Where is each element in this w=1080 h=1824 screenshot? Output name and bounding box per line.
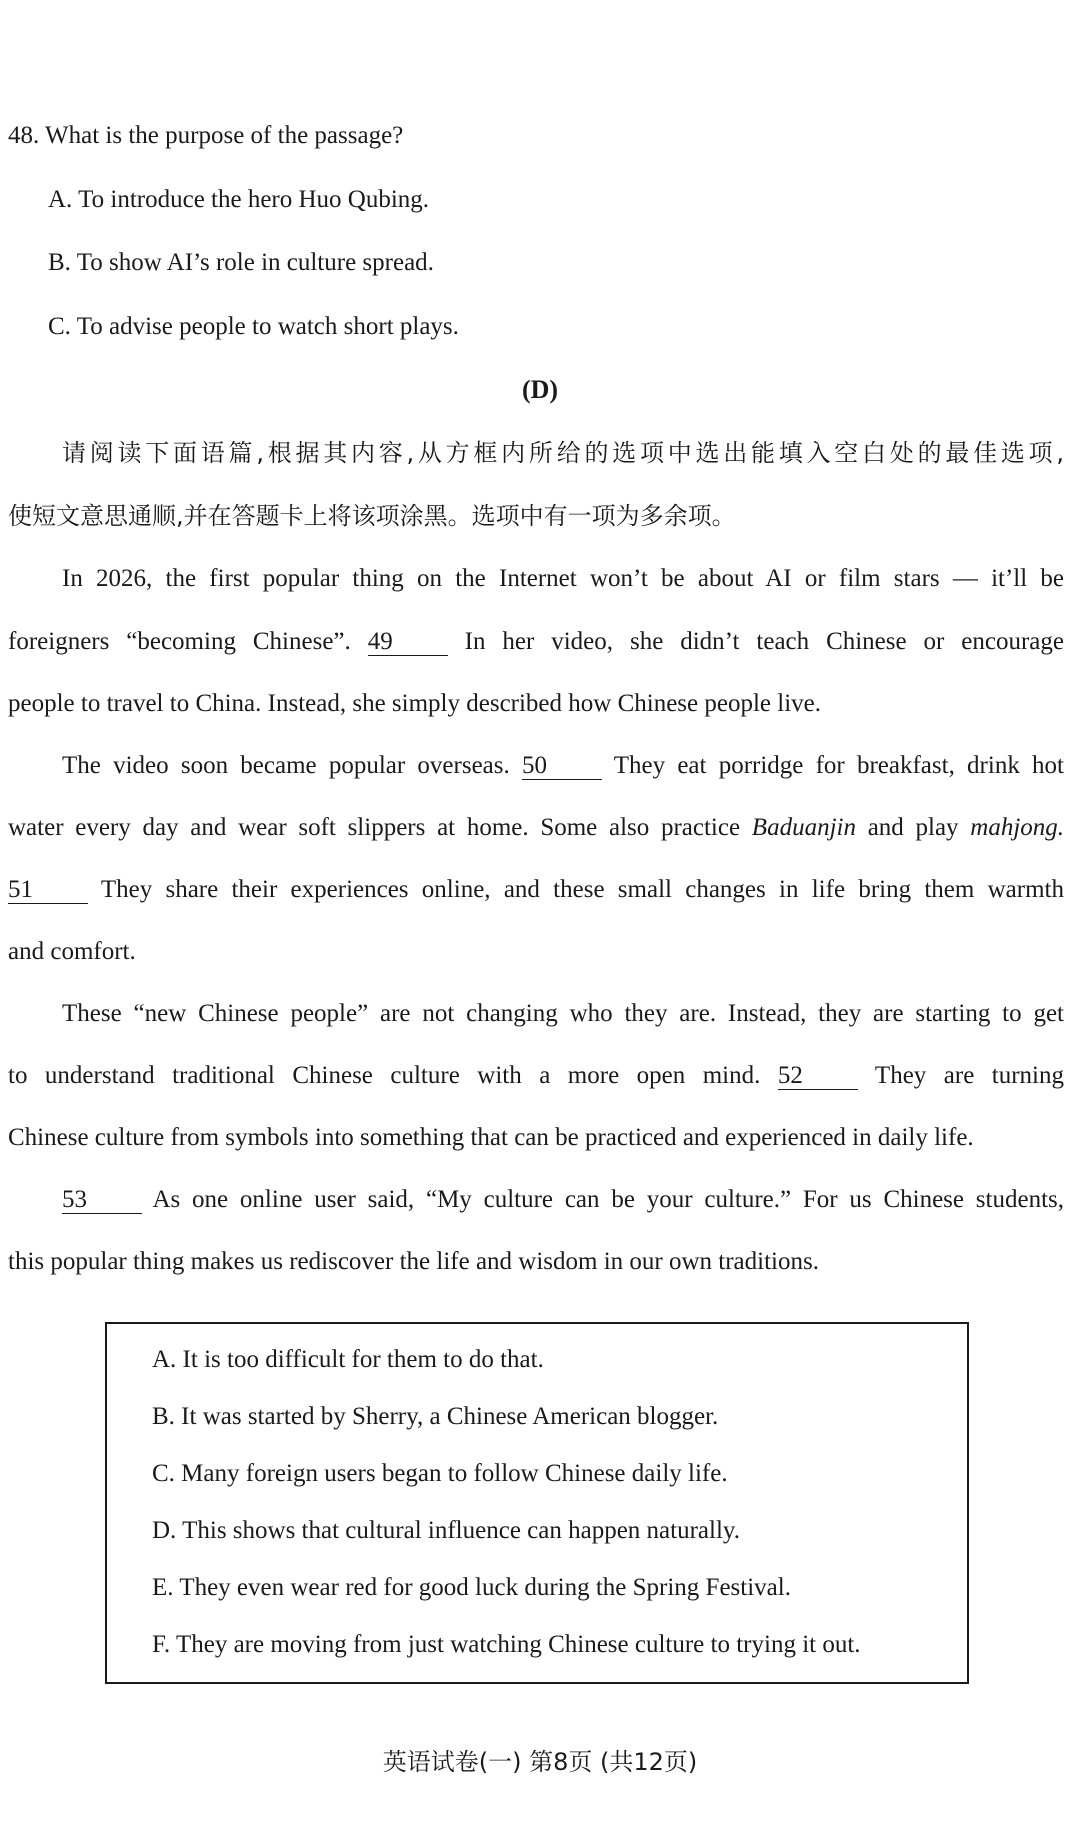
- passage-text: As one online user said, “My culture can be your culture.” For us Chinese students,: [152, 1186, 1065, 1213]
- passage-text: They share their experiences online, and these small changes in life bring them warmth: [100, 876, 1064, 903]
- blank-50[interactable]: 50: [522, 753, 602, 780]
- passage-p1-line-2: [8, 626, 1064, 658]
- passage-text: In her video, she didn’t teach Chinese or encourage: [464, 628, 1064, 655]
- blank-53[interactable]: 53: [62, 1187, 142, 1214]
- question-48-option-a: A. To introduce the hero Huo Qubing.: [48, 186, 430, 213]
- instruction-line-2: 使短文意思通顺,并在答题卡上将该项涂黑。选项中有一项为多余项。: [8, 502, 736, 530]
- passage-p2-line-1: [62, 750, 1064, 782]
- passage-text: to understand traditional Chinese culture with a more open mind.: [8, 1062, 761, 1089]
- options-box: [105, 1322, 969, 1684]
- passage-p4-line-2: this popular thing makes us rediscover the life and wisdom in our own traditions.: [8, 1248, 819, 1275]
- box-option-f[interactable]: F. They are moving from just watching Chinese culture to trying it out.: [152, 1631, 861, 1658]
- passage-p4-line-1: [62, 1184, 1064, 1216]
- passage-text: The video soon became popular overseas.: [62, 752, 510, 779]
- passage-p3-line-1: These “new Chinese people” are not changing who they are. Instead, they are starting to get: [62, 1000, 1064, 1027]
- question-48-stem: 48. What is the purpose of the passage?: [8, 122, 404, 149]
- passage-p2-line-2: [8, 812, 1064, 844]
- box-option-a[interactable]: A. It is too difficult for them to do that.: [152, 1346, 544, 1373]
- passage-p2-line-4: and comfort.: [8, 938, 136, 965]
- passage-text: They are turning: [874, 1062, 1064, 1089]
- question-48-option-c: C. To advise people to watch short plays.: [48, 313, 459, 340]
- passage-p2-line-3: [8, 874, 1064, 906]
- blank-49[interactable]: 49: [368, 629, 448, 656]
- term-mahjong: mahjong.: [970, 814, 1065, 841]
- passage-p1-line-3: people to travel to China. Instead, she simply described how Chinese people live.: [8, 690, 822, 717]
- box-option-d[interactable]: D. This shows that cultural influence can happen naturally.: [152, 1517, 741, 1544]
- box-option-e[interactable]: E. They even wear red for good luck during the Spring Festival.: [152, 1574, 791, 1601]
- blank-52[interactable]: 52: [778, 1063, 858, 1090]
- passage-p3-line-2: [8, 1060, 1064, 1092]
- passage-text: foreigners “becoming Chinese”.: [8, 628, 351, 655]
- passage-text: and play: [867, 814, 959, 841]
- blank-51[interactable]: 51: [8, 877, 88, 904]
- passage-p3-line-3: Chinese culture from symbols into something that can be practiced and experienced in daily life.: [8, 1124, 974, 1151]
- term-baduanjin: Baduanjin: [751, 814, 856, 841]
- box-option-b[interactable]: B. It was started by Sherry, a Chinese American blogger.: [152, 1403, 719, 1430]
- passage-text: water every day and wear soft slippers at home. Some also practice: [8, 814, 741, 841]
- box-option-c[interactable]: C. Many foreign users began to follow Chinese daily life.: [152, 1460, 728, 1487]
- instruction-line-1: 请阅读下面语篇,根据其内容,从方框内所给的选项中选出能填入空白处的最佳选项,: [62, 439, 1064, 467]
- passage-p1-line-1: In 2026, the first popular thing on the Internet won’t be about AI or film stars — it’ll be: [62, 565, 1064, 592]
- passage-text: They eat porridge for breakfast, drink hot: [613, 752, 1064, 779]
- page-footer: 英语试卷(一) 第8页 (共12页): [382, 1748, 698, 1776]
- question-48-option-b: B. To show AI’s role in culture spread.: [48, 249, 434, 276]
- section-title: (D): [521, 375, 559, 404]
